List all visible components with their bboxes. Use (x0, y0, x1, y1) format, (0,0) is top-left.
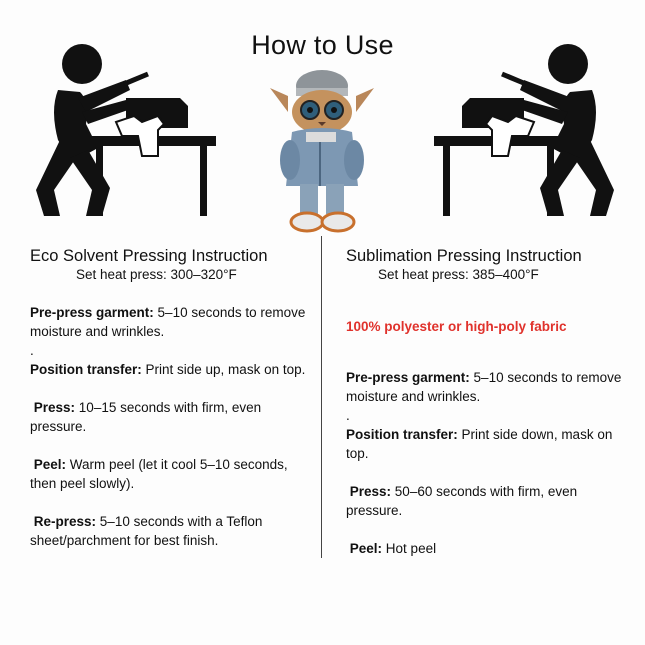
step-text: Print side down, mask on top. (346, 427, 613, 461)
sub-separator: . (346, 408, 350, 423)
eco-step-peel (30, 455, 315, 493)
eco-step-prepress (30, 303, 315, 341)
eco-solvent-temperature: Set heat press: 300–320°F (76, 267, 237, 282)
eco-step-repress (30, 512, 315, 550)
step-label: Pre-press garment: (346, 370, 470, 385)
step-text: 5–10 seconds with a Teflon sheet/parchment for best finish. (30, 514, 263, 548)
eco-step-position (30, 360, 315, 379)
step-text: 5–10 seconds to remove moisture and wrinkles. (346, 370, 622, 404)
step-label: Re-press: (33, 514, 97, 529)
sublimation-temperature: Set heat press: 385–400°F (378, 267, 539, 282)
heat-press-operator-icon-right (428, 40, 624, 220)
sublimation-section (346, 246, 636, 558)
eco-solvent-heading: Eco Solvent Pressing Instruction (30, 247, 268, 265)
step-label: Press: (349, 484, 392, 499)
step-label: Pre-press garment: (30, 305, 154, 320)
sub-step-press (346, 482, 636, 520)
eco-step-press (30, 398, 315, 436)
step-label: Position transfer: (346, 427, 458, 442)
kitten-mascot-illustration (262, 66, 384, 238)
column-divider (321, 236, 322, 558)
sub-step-prepress (346, 368, 636, 406)
step-text: 5–10 seconds to remove moisture and wrinkles. (30, 305, 306, 339)
step-text: Print side up, mask on top. (141, 362, 306, 377)
step-label: Peel: (349, 541, 383, 556)
sublimation-heading: Sublimation Pressing Instruction (346, 247, 582, 265)
eco-solvent-section (30, 246, 315, 550)
step-label: Peel: (33, 457, 67, 472)
step-label: Position transfer: (30, 362, 142, 377)
step-text: 10–15 seconds with firm, even pressure. (30, 400, 262, 434)
step-text: Hot peel (382, 541, 437, 556)
sub-step-position (346, 425, 636, 463)
step-text: 50–60 seconds with firm, even pressure. (346, 484, 578, 518)
step-text: Warm peel (let it cool 5–10 seconds, then peel slowly). (30, 457, 288, 491)
step-label: Press: (33, 400, 76, 415)
heat-press-operator-icon-left (30, 40, 218, 220)
page-title: How to Use (251, 30, 394, 60)
eco-separator: . (30, 343, 34, 358)
sub-step-peel (346, 539, 636, 558)
fabric-requirement-note: 100% polyester or high-poly fabric (346, 318, 567, 334)
